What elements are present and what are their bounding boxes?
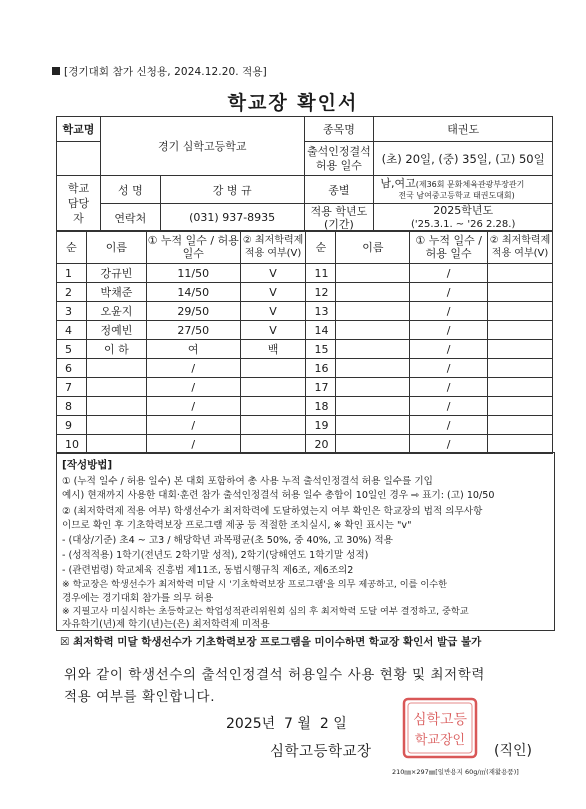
header-note-text: [경기대회 참가 신청용, 2024.12.20. 적용] xyxy=(64,66,267,78)
student-row xyxy=(57,435,553,454)
confirm-line-2: 적용 여부를 확인합니다. xyxy=(64,689,216,705)
row-days: 14/50 xyxy=(146,283,240,302)
row-no: 14 xyxy=(306,321,336,340)
teacher-name-value: 강 병 규 xyxy=(160,176,304,204)
square-bullet-icon xyxy=(52,67,60,75)
note-line: - (대상/기준) 초4 ~ 고3 / 해당학년 과목평균(초 50%, 중 40%, 고 30%) 적용 xyxy=(62,535,393,546)
note-line: ※ 학교장은 학생선수가 최저학력 미달 시 '기초학력보장 프로그램'을 의무 제공하고, 이를 이수한 xyxy=(62,579,448,590)
row-name: 오윤지 xyxy=(86,302,146,321)
row-min: V xyxy=(240,264,306,283)
row-min xyxy=(488,416,553,435)
row-min: V xyxy=(240,321,306,340)
header-name-2: 이름 xyxy=(336,231,410,264)
student-row xyxy=(57,264,553,283)
note-line: 자유학기(년)제 학기(년)는(은) 최저학력제 미적용 xyxy=(62,619,270,630)
row-min xyxy=(488,340,553,359)
row-name xyxy=(336,340,410,359)
row-name xyxy=(336,264,410,283)
seal-label: (직인) xyxy=(494,743,532,759)
confirm-line-1: 위와 같이 학생선수의 출석인정결석 허용일수 사용 현황 및 최저학력 xyxy=(64,667,486,683)
row-days: / xyxy=(146,397,240,416)
row-name xyxy=(86,359,146,378)
row-days: / xyxy=(410,302,488,321)
student-row xyxy=(57,340,553,359)
row-days: / xyxy=(410,340,488,359)
row-min xyxy=(488,397,553,416)
student-table-header xyxy=(57,231,553,264)
row-days: / xyxy=(410,359,488,378)
row-name xyxy=(336,283,410,302)
warning-line: ☒ 최저학력 미달 학생선수가 기초학력보장 프로그램을 미이수하면 학교장 확인서 발급 불가 xyxy=(60,636,482,648)
note-line: 경우에는 경기대회 참가를 의무 허용 xyxy=(62,593,214,604)
contact-label: 연락처 xyxy=(100,204,160,232)
note-line: ② (최저학력제 적용 여부) 학생선수가 최저학력에 도달하였는지 여부 확인은 학교장의 법적 의무사항 xyxy=(62,506,483,517)
header-no: 순 xyxy=(57,231,87,264)
allowance-value: (초) 20일, (중) 35일, (고) 50일 xyxy=(374,142,553,176)
row-min xyxy=(240,378,306,397)
division-sub1: (제36회 문화체육관광부장관기 xyxy=(415,179,525,189)
student-row xyxy=(57,378,553,397)
school-info-table xyxy=(56,116,553,232)
row-days: 11/50 xyxy=(146,264,240,283)
row-min xyxy=(488,378,553,397)
row-no: 6 xyxy=(57,359,87,378)
note-line: 예시) 현재까지 사용한 대회·훈련 참가 출석인정결석 허용 일수 총합이 10일인 경우 ⇨ 표기: (고) 10/50 xyxy=(62,490,495,501)
period-value: ('25.3.1. ~ '26 2.28.) xyxy=(410,219,516,230)
row-min xyxy=(240,359,306,378)
row-no: 10 xyxy=(57,435,87,454)
division-value xyxy=(374,176,553,204)
teacher-name-label: 성 명 xyxy=(100,176,160,204)
student-table xyxy=(56,230,553,454)
instructions-box xyxy=(56,452,555,631)
header-min-2: ② 최저학력제 적용 여부(V) xyxy=(488,231,553,264)
row-days: / xyxy=(146,378,240,397)
row-min xyxy=(240,435,306,454)
note-line: - (관련법령) 학교체육 진흥법 제11조, 동법시행규칙 제6조, 제6조의2 xyxy=(62,565,354,576)
paper-spec-footer: 210㎜×297㎜[일반용지 60g/㎡(재활용품)] xyxy=(392,768,519,776)
year-value: 2025학년도 xyxy=(433,204,494,217)
row-days: / xyxy=(410,416,488,435)
teacher-label: 학교 담당자 xyxy=(57,176,101,232)
row-name: 이 하 xyxy=(86,340,146,359)
row-no: 9 xyxy=(57,416,87,435)
row-no: 19 xyxy=(306,416,336,435)
svg-text:심학고등: 심학고등 xyxy=(412,712,468,728)
student-row xyxy=(57,302,553,321)
row-name xyxy=(86,378,146,397)
row-no: 8 xyxy=(57,397,87,416)
contact-value: (031) 937-8935 xyxy=(160,204,304,232)
school-name-label: 학교명 xyxy=(57,117,101,142)
row-min: V xyxy=(240,302,306,321)
row-days: / xyxy=(146,435,240,454)
row-name xyxy=(336,359,410,378)
row-no: 18 xyxy=(306,397,336,416)
row-min xyxy=(488,435,553,454)
row-days: / xyxy=(410,435,488,454)
student-row xyxy=(57,321,553,340)
header-days: ① 누적 일수 / 허용 일수 xyxy=(146,231,240,264)
row-days: 여 xyxy=(146,340,240,359)
header-days-2: ① 누적 일수 / 허용 일수 xyxy=(410,231,488,264)
allowance-label: 출석인정결석 허용 일수 xyxy=(304,142,374,176)
note-line: ① (누적 일수 / 허용 일수) 본 대회 포함하여 총 사용 누적 출석인정결석 허용 일수를 기입 xyxy=(62,476,433,487)
header-name: 이름 xyxy=(86,231,146,264)
row-no: 2 xyxy=(57,283,87,302)
document-title: 학교장 확인서 xyxy=(227,92,359,114)
row-min xyxy=(240,416,306,435)
row-min xyxy=(240,397,306,416)
row-name xyxy=(336,416,410,435)
school-name-label-cont xyxy=(57,142,101,176)
row-days: / xyxy=(410,397,488,416)
year-label: 적용 학년도 (기간) xyxy=(304,204,374,232)
division-main: 남,여고 xyxy=(380,176,416,190)
signer-name: 심학고등학교장 xyxy=(270,744,372,760)
note-line: - (성적적용) 1학기(전년도 2학기말 성적), 2학기(당해연도 1학기말 성적) xyxy=(62,550,369,561)
row-name xyxy=(336,397,410,416)
row-no: 1 xyxy=(57,264,87,283)
event-value: 태권도 xyxy=(374,117,553,142)
row-days: / xyxy=(146,416,240,435)
row-name: 강규빈 xyxy=(86,264,146,283)
school-name-value: 경기 심학고등학교 xyxy=(100,117,304,176)
row-days: 29/50 xyxy=(146,302,240,321)
row-days: / xyxy=(410,283,488,302)
note-line: 이므로 확인 후 기초학력보장 프로그램 제공 등 적절한 조치실시, ※ 확인 표시는 "v" xyxy=(62,520,412,531)
row-no: 20 xyxy=(306,435,336,454)
official-seal-icon xyxy=(400,696,480,760)
row-no: 17 xyxy=(306,378,336,397)
row-name: 박채준 xyxy=(86,283,146,302)
row-no: 3 xyxy=(57,302,87,321)
issue-date: 2025년 7 월 2 일 xyxy=(226,716,347,732)
header-min: ② 최저학력제 적용 여부(V) xyxy=(240,231,306,264)
row-days: / xyxy=(410,378,488,397)
year-cell xyxy=(374,204,553,232)
division-label: 종별 xyxy=(304,176,374,204)
row-days: / xyxy=(410,321,488,340)
row-min xyxy=(488,302,553,321)
row-name xyxy=(86,435,146,454)
form-header-note xyxy=(52,64,267,79)
row-min xyxy=(488,321,553,340)
row-days: 27/50 xyxy=(146,321,240,340)
instructions-heading: [작성방법] xyxy=(62,459,113,471)
row-no: 4 xyxy=(57,321,87,340)
row-no: 15 xyxy=(306,340,336,359)
row-no: 13 xyxy=(306,302,336,321)
svg-text:학교장인: 학교장인 xyxy=(414,733,466,748)
student-row xyxy=(57,283,553,302)
row-name xyxy=(336,321,410,340)
note-line: ※ 지필고사 미실시하는 초등학교는 학업성적관리위원회 심의 후 최저학력 도달 여부 결정하고, 중학교 xyxy=(62,606,469,617)
row-name xyxy=(336,302,410,321)
division-sub2: 전국 남여중고등학교 태권도대회) xyxy=(398,190,515,200)
row-min: V xyxy=(240,283,306,302)
row-name xyxy=(86,416,146,435)
row-days: / xyxy=(410,264,488,283)
row-no: 7 xyxy=(57,378,87,397)
row-no: 11 xyxy=(306,264,336,283)
student-row xyxy=(57,397,553,416)
row-name: 정예빈 xyxy=(86,321,146,340)
row-name xyxy=(336,435,410,454)
event-label: 종목명 xyxy=(304,117,374,142)
row-name xyxy=(336,378,410,397)
student-row xyxy=(57,416,553,435)
header-no-2: 순 xyxy=(306,231,336,264)
row-days: / xyxy=(146,359,240,378)
row-name xyxy=(86,397,146,416)
row-no: 16 xyxy=(306,359,336,378)
row-no: 5 xyxy=(57,340,87,359)
student-row xyxy=(57,359,553,378)
row-min xyxy=(488,264,553,283)
row-min xyxy=(488,283,553,302)
row-min: 백 xyxy=(240,340,306,359)
row-min xyxy=(488,359,553,378)
row-no: 12 xyxy=(306,283,336,302)
